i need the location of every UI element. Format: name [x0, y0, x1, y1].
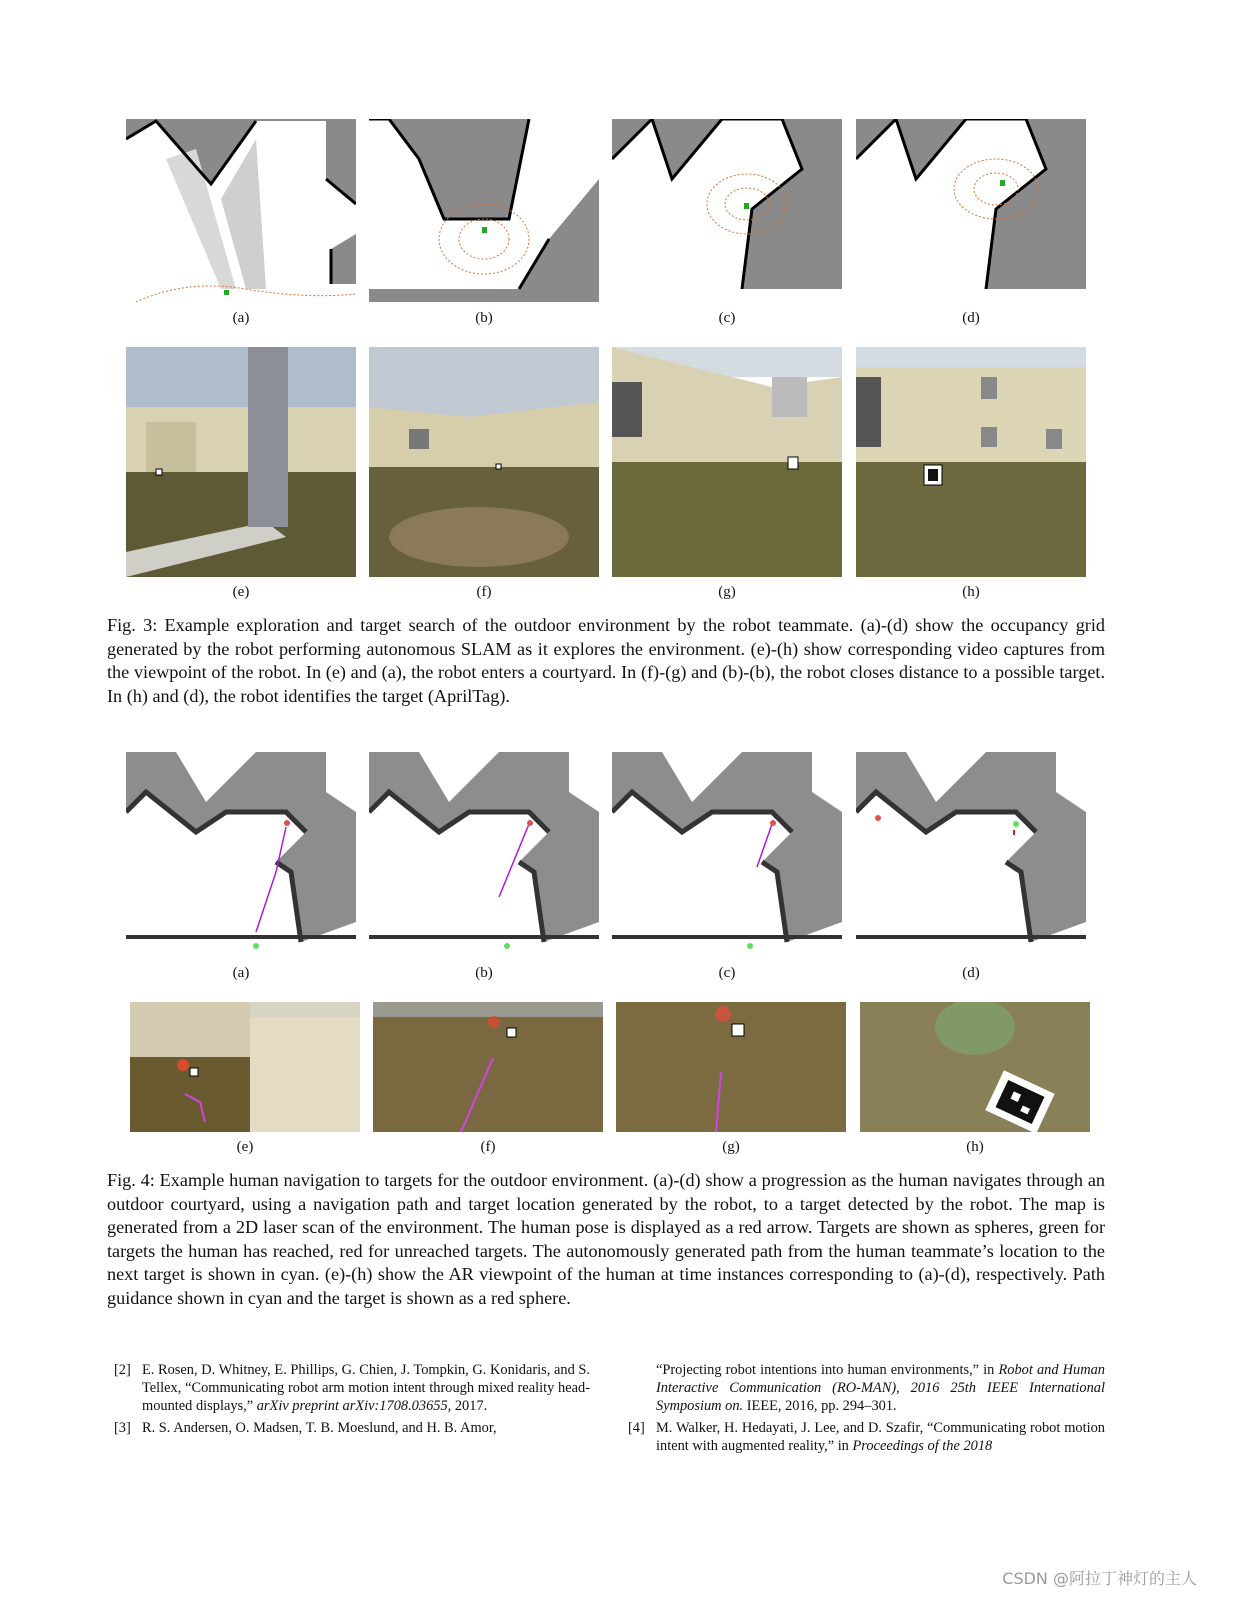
reference-3-cont-text: “Projecting robot intentions into human environments,” in — [656, 1362, 995, 1378]
fig3-photo-g — [612, 347, 842, 577]
fig3-photo-h — [856, 347, 1086, 577]
fig4-label-b: (b) — [475, 965, 493, 981]
fig4-caption: Fig. 4: Example human navigation to targets for the outdoor environment. (a)-(d) show a progression as the human navigates through an outdoor courtyard, using a navigation path and target location generated by the robot, to a target detected by the robot. The map is generated from a 2D laser scan of the environment. The human pose is displayed as a red arrow. Targets are shown as spheres, green for targets the human has reached, red for unreached targets. The autonomously generated path from the human teammate’s location to the next target is shown in cyan. (e)-(h) show the AR viewpoint of the human at time instances corresponding to (a)-(d), respectively. Path guidance shown in cyan and the target is shown as a red sphere. — [107, 1170, 1105, 1308]
reference-4 — [628, 1419, 1105, 1455]
reference-2-number: [2] — [114, 1362, 131, 1378]
fig4-label-c: (c) — [718, 965, 736, 981]
reference-4-number: [4] — [628, 1420, 645, 1436]
fig4-label-g: (g) — [722, 1139, 740, 1155]
reference-2-venue: arXiv preprint arXiv:1708.03655 — [256, 1398, 448, 1414]
fig4-label-a: (a) — [232, 965, 250, 981]
fig3-label-h: (h) — [962, 584, 980, 600]
fig4-label-e: (e) — [236, 1139, 254, 1155]
reference-3-continued — [628, 1361, 1105, 1415]
reference-3-number: [3] — [114, 1420, 131, 1436]
fig4-ar-f — [373, 1002, 603, 1132]
fig3-grid-b — [369, 119, 599, 302]
fig4-ar-g — [616, 1002, 846, 1132]
references-right-column — [628, 1361, 1105, 1459]
reference-3-cont-tail: IEEE, 2016, pp. 294–301. — [746, 1398, 897, 1414]
reference-3-cont-venue: Robot and Human Interactive Communication (RO-MAN), 2016 25th IEEE International Symposium on. — [656, 1362, 1106, 1414]
fig4-map-b — [369, 752, 599, 952]
reference-2-text: E. Rosen, D. Whitney, E. Phillips, G. Chien, J. Tompkin, G. Konidaris, and S. Tellex, “Communicating robot arm motion intent through mixed reality head-mounted displays,” — [142, 1362, 590, 1414]
fig3-label-b: (b) — [475, 310, 493, 326]
fig4-map-a — [126, 752, 356, 952]
fig3-label-c: (c) — [718, 310, 736, 326]
fig3-label-e: (e) — [232, 584, 250, 600]
fig3-label-f: (f) — [476, 584, 492, 600]
fig3-label-d: (d) — [962, 310, 980, 326]
fig3-photo-f — [369, 347, 599, 577]
fig3-grid-a — [126, 119, 356, 302]
fig3-label-g: (g) — [718, 584, 736, 600]
fig4-label-h: (h) — [966, 1139, 984, 1155]
csdn-watermark: CSDN @阿拉丁神灯的主人 — [1002, 1569, 1197, 1588]
fig3-grid-d — [856, 119, 1086, 302]
references-left-column — [114, 1361, 590, 1441]
fig4-ar-e — [130, 1002, 360, 1132]
reference-3-text: R. S. Andersen, O. Madsen, T. B. Moeslund, and H. B. Amor, — [142, 1420, 497, 1436]
fig3-grid-c — [612, 119, 842, 302]
fig3-photo-e — [126, 347, 356, 577]
reference-3 — [114, 1419, 590, 1437]
fig3-caption: Fig. 3: Example exploration and target search of the outdoor environment by the robot teammate. (a)-(d) show the occupancy grid generated by the robot performing autonomous SLAM as it explores the environment. (e)-(h) show corresponding video captures from the viewpoint of the robot. In (e) and (a), the robot enters a courtyard. In (f)-(g) and (b)-(b), the robot closes distance to a possible target. In (h) and (d), the robot identifies the target (AprilTag). — [107, 615, 1105, 706]
reference-4-text: M. Walker, H. Hedayati, J. Lee, and D. Szafir, “Communicating robot motion intent with augmented reality,” in — [656, 1420, 1105, 1454]
reference-4-venue: Proceedings of the 2018 — [852, 1438, 993, 1454]
fig4-map-c — [612, 752, 842, 952]
reference-2 — [114, 1361, 590, 1415]
fig4-ar-h — [860, 1002, 1090, 1132]
fig4-label-f: (f) — [480, 1139, 496, 1155]
fig4-map-d — [856, 752, 1086, 952]
fig4-label-d: (d) — [962, 965, 980, 981]
fig3-label-a: (a) — [232, 310, 250, 326]
reference-2-tail: , 2017. — [447, 1398, 488, 1414]
